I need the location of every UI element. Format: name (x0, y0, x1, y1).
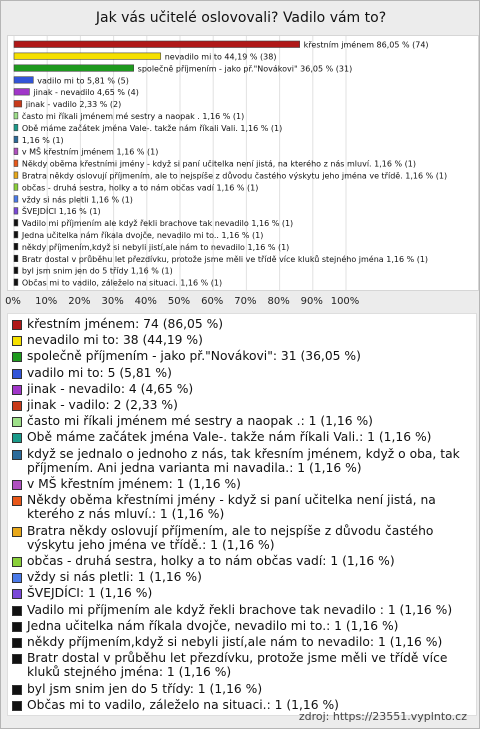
bar-label: jinak - nevadilo 4,65 % (4) (33, 88, 139, 98)
bar-group (14, 40, 429, 50)
bar-group (14, 123, 282, 133)
legend-label: Občas mi to vadilo, záleželo na situaci.: 1 (1,16 %) (27, 697, 339, 712)
legend-item (8, 381, 476, 397)
bar-group (14, 254, 428, 264)
bar-label: občas - druhá sestra, holky a to nám občas vadí 1,16 % (1) (21, 183, 259, 193)
chart-title: Jak vás učitelé oslovovali? Vadilo vám to? (95, 10, 387, 26)
bar-label: v MŠ křestním jménem 1,16 % (1) (21, 147, 159, 157)
bar-group (14, 205, 101, 216)
legend-label: byl jsm snim jen do 5 třídy: 1 (1,16 %) (27, 681, 263, 696)
bar (14, 255, 18, 262)
bar (14, 208, 18, 215)
legend-swatch (12, 433, 22, 443)
bar (14, 112, 18, 119)
legend-label: vždy si nás pletli: 1 (1,16 %) (27, 570, 202, 585)
legend-item (8, 413, 476, 429)
legend-label: jinak - nevadilo: 4 (4,65 %) (27, 381, 194, 396)
bar (14, 267, 18, 274)
x-tick-label: 30% (101, 296, 124, 307)
x-tick-label: 40% (134, 296, 157, 307)
legend-label: vadilo mi to: 5 (5,81 %) (27, 365, 172, 380)
legend-label: nevadilo mi to: 38 (44,19 %) (27, 333, 203, 348)
bar-group (14, 76, 129, 85)
legend-label: když se jednalo o jednoho z nás, tak křesním jménem, když o oba, tak příjmením. Ani jedna varianta mi navadila.: 1 (1,16 %) (27, 446, 460, 475)
legend-item (8, 523, 476, 553)
legend-swatch (12, 622, 22, 632)
legend-label: Jedna učitelka nám říkala dvojče, nevadilo mi to.: 1 (1,16 %) (27, 618, 399, 633)
bar (14, 41, 300, 48)
bar-group (14, 63, 352, 73)
legend-label: často mi říkali jménem mé sestry a naopak .: 1 (1,16 %) (27, 414, 373, 429)
x-axis (1, 292, 480, 312)
legend-swatch (12, 450, 22, 460)
legend-swatch (12, 496, 22, 506)
bar (14, 65, 134, 72)
legend-swatch (12, 654, 22, 664)
legend-label: občas - druhá sestra, holky a to nám občas vadí: 1 (1,16 %) (27, 554, 395, 569)
legend-label: křestním jménem: 74 (86,05 %) (27, 317, 224, 331)
bar (14, 101, 22, 108)
legend-label: někdy příjmením,když si nebyli jistí,ale nám to nevadilo: 1 (1,16 %) (27, 635, 443, 650)
legend-item (8, 348, 476, 364)
legend-swatch (12, 685, 22, 695)
legend-swatch (12, 480, 22, 490)
legend-item (8, 650, 476, 680)
legend-item (8, 602, 476, 618)
legend-item (8, 553, 476, 569)
legend-swatch (12, 527, 22, 537)
legend (7, 313, 477, 716)
legend-label: Někdy oběma křestními jmény - když si paní učitelka není jistá, na kterého z nás mluví.: 1 (1,16 %) (27, 493, 436, 522)
bar (14, 184, 18, 191)
legend-label: Obě máme začátek jména Vale-. takže nám říkali Vali.: 1 (1,16 %) (27, 430, 432, 445)
bar-group (14, 159, 416, 169)
bar-label: Někdy oběma křestními jmény - když si paní učitelka není jistá, na kterého z nás mluví. 1,16 % (1) (21, 159, 416, 169)
legend-item (8, 446, 476, 476)
x-tick-label: 50% (167, 296, 191, 307)
bar (14, 279, 18, 286)
bar-label: jinak - vadilo 2,33 % (2) (25, 100, 122, 110)
x-tick-label: 10% (35, 296, 58, 307)
bar-chart (8, 36, 478, 290)
bar-group (14, 195, 133, 204)
bar (14, 136, 18, 143)
bar-group (14, 278, 222, 288)
legend-item (8, 476, 476, 492)
legend-item (8, 429, 476, 445)
x-tick-label: 20% (68, 296, 91, 307)
legend-item (8, 585, 476, 601)
bar-label: 1,16 % (1) (21, 135, 64, 145)
bar-label: Jedna učitelka nám říkala dvojče, nevadilo mi to.. 1,16 % (1) (21, 231, 264, 240)
bar-label: společně příjmením - jako př."Novákovi" 36,05 % (31) (137, 64, 353, 74)
bar-group (14, 88, 139, 97)
bar-group (14, 171, 447, 181)
bar (14, 172, 18, 179)
legend-swatch (12, 638, 22, 648)
legend-swatch (12, 606, 22, 616)
x-tick-label: 100% (330, 296, 360, 307)
bar (14, 196, 18, 203)
legend-item (8, 365, 476, 381)
bar (14, 243, 18, 250)
legend-swatch (12, 417, 22, 427)
source-footer: zdroj: https://23551.vyplnto.cz (298, 710, 467, 723)
bar-group (14, 243, 289, 252)
bar-group (14, 182, 258, 192)
legend-label: Bratra někdy oslovují příjmením, ale to nejspíše z důvodu častého výskytu jeho jména ve třídě.: 1 (1,16 %) (27, 523, 434, 552)
bar-label: vadilo mi to 5,81 % (5) (37, 76, 129, 86)
bar-group (14, 267, 173, 276)
bar-label: Občas mi to vadilo, záleželo na situaci. 1,16 % (1) (21, 278, 223, 288)
bar-label: Bratr dostal v průběhu let přezdívku, protože jsme měli ve třídě více kluků stejného jména 1,16 % (1) (21, 254, 429, 264)
bar-group (14, 136, 64, 145)
legend-swatch (12, 557, 22, 567)
bar-group (14, 230, 263, 240)
bar-group (14, 53, 276, 62)
legend-item (8, 492, 476, 522)
bar (14, 124, 18, 131)
legend-label: Vadilo mi příjmením ale když řekli brachove tak nevadilo : 1 (1,16 %) (27, 602, 453, 617)
bar-label: ŠVEJDÍCI 1,16 % (1) (21, 207, 101, 217)
legend-swatch (12, 573, 22, 583)
legend-item (8, 569, 476, 585)
bar-label: křestním jménem 86,05 % (74) (303, 40, 429, 50)
x-tick-label: 60% (201, 296, 224, 307)
x-tick-label: 90% (300, 296, 323, 307)
x-tick-label: 80% (267, 296, 290, 307)
legend-item (8, 332, 476, 348)
legend-swatch (12, 320, 22, 330)
bar (14, 220, 18, 227)
bar-group (14, 100, 121, 109)
bar (14, 53, 161, 60)
bar-label: někdy příjmením,když si nebyli jistí,ale nám to nevadilo 1,16 % (1) (21, 242, 290, 252)
legend-item (8, 681, 476, 697)
bar-group (14, 219, 293, 228)
legend-label: jinak - vadilo: 2 (2,33 %) (27, 398, 178, 413)
legend-item (8, 316, 476, 332)
legend-label: ŠVEJDÍCI: 1 (1,16 %) (27, 586, 153, 601)
bar-label: nevadilo mi to 44,19 % (38) (164, 52, 277, 62)
legend-item (8, 397, 476, 413)
plot-area (7, 35, 479, 291)
bar-group (14, 111, 244, 121)
bar (14, 77, 33, 84)
bar (14, 148, 18, 155)
bar-label: Vadilo mi příjmením ale když řekli brachove tak nevadilo 1,16 % (1) (21, 219, 294, 229)
bar (14, 89, 29, 96)
x-tick-label: 0% (5, 296, 21, 307)
x-tick-label: 70% (234, 296, 257, 307)
bar-label: Obě máme začátek jména Vale-. takže nám říkali Vali. 1,16 % (1) (21, 123, 283, 133)
legend-swatch (12, 385, 22, 395)
legend-label: společně příjmením - jako př."Novákovi": 31 (36,05 %) (27, 349, 361, 364)
legend-item (8, 634, 476, 650)
legend-swatch (12, 701, 22, 711)
bar-label: vždy si nás pletli 1,16 % (1) (21, 195, 133, 205)
legend-swatch (12, 352, 22, 362)
legend-label: Bratr dostal v průběhu let přezdívku, protože jsme měli ve třídě více kluků stejného jména: 1 (1,16 %) (27, 651, 448, 680)
legend-swatch (12, 369, 22, 379)
legend-swatch (12, 401, 22, 411)
legend-label: v MŠ křestním jménem: 1 (1,16 %) (27, 477, 241, 492)
bar-label: Bratra někdy oslovují příjmením, ale to nejspíše z důvodu častého výskytu jeho jména ve třídě. 1,16 % (1) (21, 171, 448, 181)
legend-swatch (12, 589, 22, 599)
bar-label: byl jsm snim jen do 5 třídy 1,16 % (1) (21, 266, 173, 276)
bar-label: často mi říkali jménem mé sestry a naopak . 1,16 % (1) (21, 112, 245, 121)
bar-group (14, 146, 158, 157)
legend-item (8, 618, 476, 634)
bar (14, 231, 18, 238)
bar (14, 160, 18, 167)
legend-swatch (12, 336, 22, 346)
